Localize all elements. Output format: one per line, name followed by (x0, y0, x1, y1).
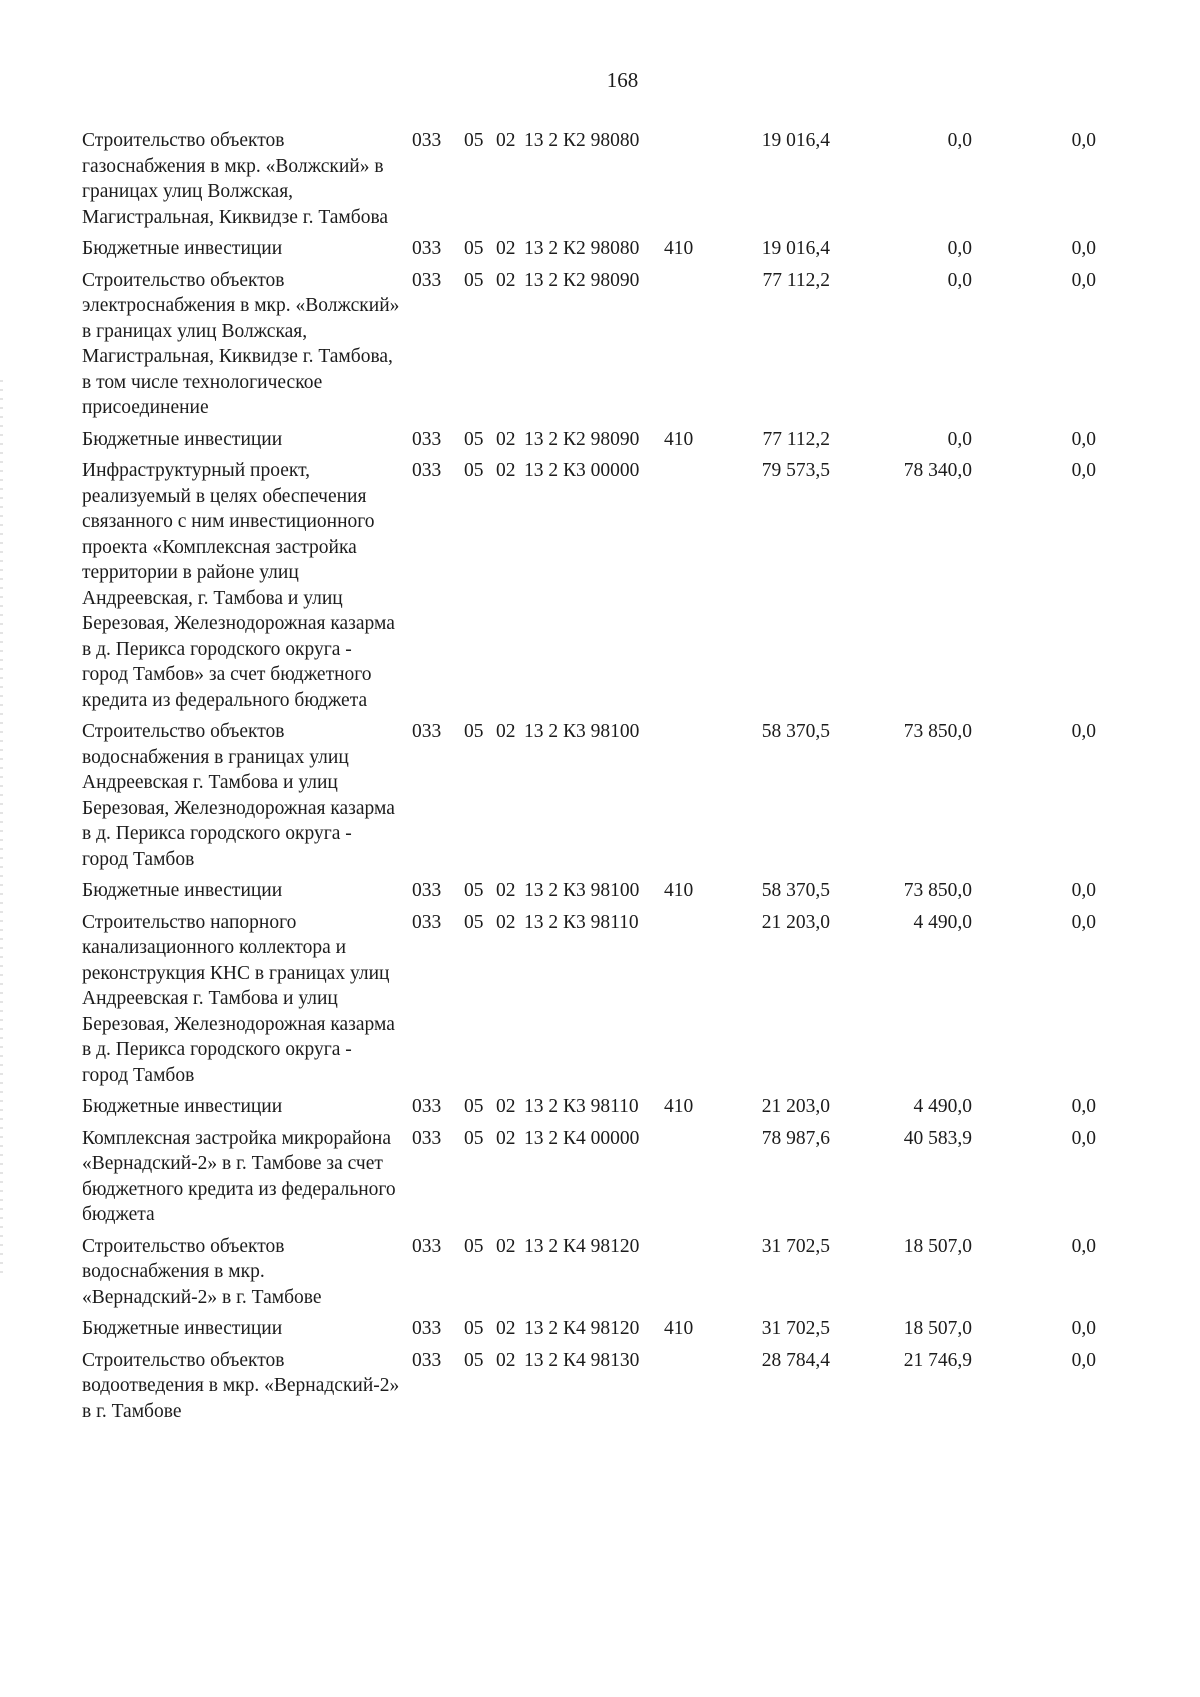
table-row (82, 1348, 1162, 1425)
ministry-code: 033 (412, 130, 442, 151)
ministry-code: 033 (412, 1318, 442, 1339)
expense-type-code: 410 (664, 1096, 694, 1117)
subsection-code: 02 (496, 1235, 516, 1257)
budget-table (82, 128, 1162, 1430)
table-row (82, 1316, 1162, 1342)
amount-year-3: 0,0 (1071, 1127, 1096, 1149)
ministry-code: 033 (412, 238, 442, 259)
expense-type-code: 410 (664, 880, 694, 901)
row-description: Строительство объектов водоотведения в мкр. «Вернадский-2» в г. Тамбове (82, 1349, 400, 1422)
section-code: 05 (464, 1235, 484, 1257)
ministry-code: 033 (412, 880, 442, 901)
scan-edge-noise (0, 380, 3, 1280)
section-code: 05 (464, 238, 484, 259)
expense-type-code (664, 458, 720, 713)
section-code: 05 (464, 1127, 484, 1149)
expense-type-code: 410 (664, 428, 694, 450)
expense-type-code (664, 1348, 720, 1425)
amount-year-2: 78 340,0 (903, 460, 972, 481)
row-description: Бюджетные инвестиции (82, 1318, 283, 1339)
subsection-code: 02 (496, 428, 516, 450)
amount-year-1: 58 370,5 (761, 721, 830, 742)
target-article-code: 13 2 К3 98100 (524, 880, 640, 901)
expense-type-code (664, 268, 720, 421)
amount-year-2: 0,0 (947, 130, 972, 151)
expense-type-code (664, 1234, 720, 1311)
page-number: 168 (606, 68, 639, 92)
table-row (82, 878, 1162, 904)
target-article-code: 13 2 К2 98090 (524, 428, 640, 450)
target-article-code: 13 2 К4 98120 (524, 1235, 640, 1257)
expense-type-code: 410 (664, 1318, 694, 1339)
amount-year-1: 78 987,6 (761, 1127, 830, 1149)
row-description: Строительство объектов водоснабжения в мкр. «Вернадский-2» в г. Тамбове (82, 1235, 322, 1308)
subsection-code: 02 (496, 880, 516, 901)
amount-year-2: 0,0 (947, 428, 972, 450)
amount-year-2: 73 850,0 (903, 721, 972, 742)
amount-year-3: 0,0 (1071, 1349, 1096, 1371)
ministry-code: 033 (412, 1349, 442, 1371)
target-article-code: 13 2 К3 98110 (524, 1096, 639, 1117)
amount-year-1: 21 203,0 (761, 1096, 830, 1117)
amount-year-3: 0,0 (1071, 460, 1096, 481)
subsection-code: 02 (496, 130, 516, 151)
row-description: Бюджетные инвестиции (82, 238, 283, 259)
amount-year-1: 28 784,4 (761, 1349, 830, 1371)
ministry-code: 033 (412, 428, 442, 450)
target-article-code: 13 2 К4 98120 (524, 1318, 640, 1339)
expense-type-code: 410 (664, 238, 694, 259)
subsection-code: 02 (496, 1349, 516, 1371)
target-article-code: 13 2 К2 98080 (524, 130, 640, 151)
amount-year-2: 4 490,0 (913, 1096, 972, 1117)
expense-type-code (664, 1126, 720, 1228)
row-description: Строительство напорного канализационного коллектора и реконструкция КНС в границах улиц Андреевская г. Тамбова и улиц Березовая, Железнодорожная казарма в д. Перикса городского округа - город Тамбов (82, 911, 395, 1086)
amount-year-2: 18 507,0 (903, 1235, 972, 1257)
amount-year-1: 19 016,4 (761, 130, 830, 151)
subsection-code: 02 (496, 721, 516, 742)
target-article-code: 13 2 К4 00000 (524, 1127, 640, 1149)
subsection-code: 02 (496, 238, 516, 259)
ministry-code: 033 (412, 1127, 442, 1149)
target-article-code: 13 2 К3 98110 (524, 911, 639, 933)
amount-year-3: 0,0 (1071, 269, 1096, 291)
amount-year-1: 79 573,5 (761, 460, 830, 481)
amount-year-2: 73 850,0 (903, 880, 972, 901)
amount-year-3: 0,0 (1071, 721, 1096, 742)
table-row (82, 719, 1162, 872)
amount-year-2: 0,0 (947, 238, 972, 259)
amount-year-3: 0,0 (1071, 911, 1096, 933)
expense-type-code (664, 128, 720, 230)
amount-year-1: 77 112,2 (762, 269, 830, 291)
amount-year-2: 18 507,0 (903, 1318, 972, 1339)
target-article-code: 13 2 К4 98130 (524, 1349, 640, 1371)
amount-year-2: 40 583,9 (903, 1127, 972, 1149)
amount-year-1: 77 112,2 (762, 428, 830, 450)
amount-year-2: 4 490,0 (913, 911, 972, 933)
section-code: 05 (464, 269, 484, 291)
subsection-code: 02 (496, 269, 516, 291)
section-code: 05 (464, 428, 484, 450)
amount-year-3: 0,0 (1071, 130, 1096, 151)
amount-year-3: 0,0 (1071, 238, 1096, 259)
table-row (82, 1094, 1162, 1120)
ministry-code: 033 (412, 269, 442, 291)
section-code: 05 (464, 460, 484, 481)
table-row (82, 1234, 1162, 1311)
section-code: 05 (464, 1349, 484, 1371)
table-row (82, 236, 1162, 262)
amount-year-1: 19 016,4 (761, 238, 830, 259)
row-description: Бюджетные инвестиции (82, 880, 283, 901)
row-description: Комплексная застройка микрорайона «Вернадский-2» в г. Тамбове за счет бюджетного кредита из федерального бюджета (82, 1127, 396, 1225)
subsection-code: 02 (496, 911, 516, 933)
expense-type-code (664, 910, 720, 1089)
table-row (82, 910, 1162, 1089)
table-row (82, 1126, 1162, 1228)
section-code: 05 (464, 721, 484, 742)
target-article-code: 13 2 К2 98080 (524, 238, 640, 259)
amount-year-1: 31 702,5 (761, 1235, 830, 1257)
section-code: 05 (464, 1318, 484, 1339)
table-row (82, 128, 1162, 230)
amount-year-3: 0,0 (1071, 1096, 1096, 1117)
target-article-code: 13 2 К3 00000 (524, 460, 640, 481)
subsection-code: 02 (496, 1127, 516, 1149)
ministry-code: 033 (412, 721, 442, 742)
row-description: Инфраструктурный проект, реализуемый в целях обеспечения связанного с ним инвестиционного проекта «Комплексная застройка территории в районе улиц Андреевская, г. Тамбова и улиц Березовая, Железнодорожная казарма в д. Перикса городского округа - город Тамбов» за счет бюджетного кредита из федерального бюджета (82, 460, 395, 711)
section-code: 05 (464, 1096, 484, 1117)
subsection-code: 02 (496, 460, 516, 481)
amount-year-2: 0,0 (947, 269, 972, 291)
row-description: Бюджетные инвестиции (82, 1096, 283, 1117)
row-description: Строительство объектов электроснабжения в мкр. «Волжский» в границах улиц Волжская, Магистральная, Киквидзе г. Тамбова, в том числе технологическое присоединение (82, 269, 400, 418)
amount-year-1: 31 702,5 (761, 1318, 830, 1339)
amount-year-3: 0,0 (1071, 428, 1096, 450)
row-description: Строительство объектов газоснабжения в мкр. «Волжский» в границах улиц Волжская, Магистральная, Киквидзе г. Тамбова (82, 130, 389, 228)
amount-year-1: 21 203,0 (761, 911, 830, 933)
amount-year-3: 0,0 (1071, 1235, 1096, 1257)
subsection-code: 02 (496, 1318, 516, 1339)
row-description: Бюджетные инвестиции (82, 428, 283, 450)
subsection-code: 02 (496, 1096, 516, 1117)
amount-year-1: 58 370,5 (761, 880, 830, 901)
ministry-code: 033 (412, 1096, 442, 1117)
row-description: Строительство объектов водоснабжения в границах улиц Андреевская г. Тамбова и улиц Березовая, Железнодорожная казарма в д. Перикса городского округа - город Тамбов (82, 721, 395, 870)
ministry-code: 033 (412, 460, 442, 481)
target-article-code: 13 2 К3 98100 (524, 721, 640, 742)
expense-type-code (664, 719, 720, 872)
section-code: 05 (464, 130, 484, 151)
table-row (82, 268, 1162, 421)
target-article-code: 13 2 К2 98090 (524, 269, 640, 291)
table-row (82, 427, 1162, 453)
table-row (82, 458, 1162, 713)
amount-year-3: 0,0 (1071, 1318, 1096, 1339)
section-code: 05 (464, 911, 484, 933)
ministry-code: 033 (412, 1235, 442, 1257)
amount-year-3: 0,0 (1071, 880, 1096, 901)
section-code: 05 (464, 880, 484, 901)
ministry-code: 033 (412, 911, 442, 933)
amount-year-2: 21 746,9 (903, 1349, 972, 1371)
